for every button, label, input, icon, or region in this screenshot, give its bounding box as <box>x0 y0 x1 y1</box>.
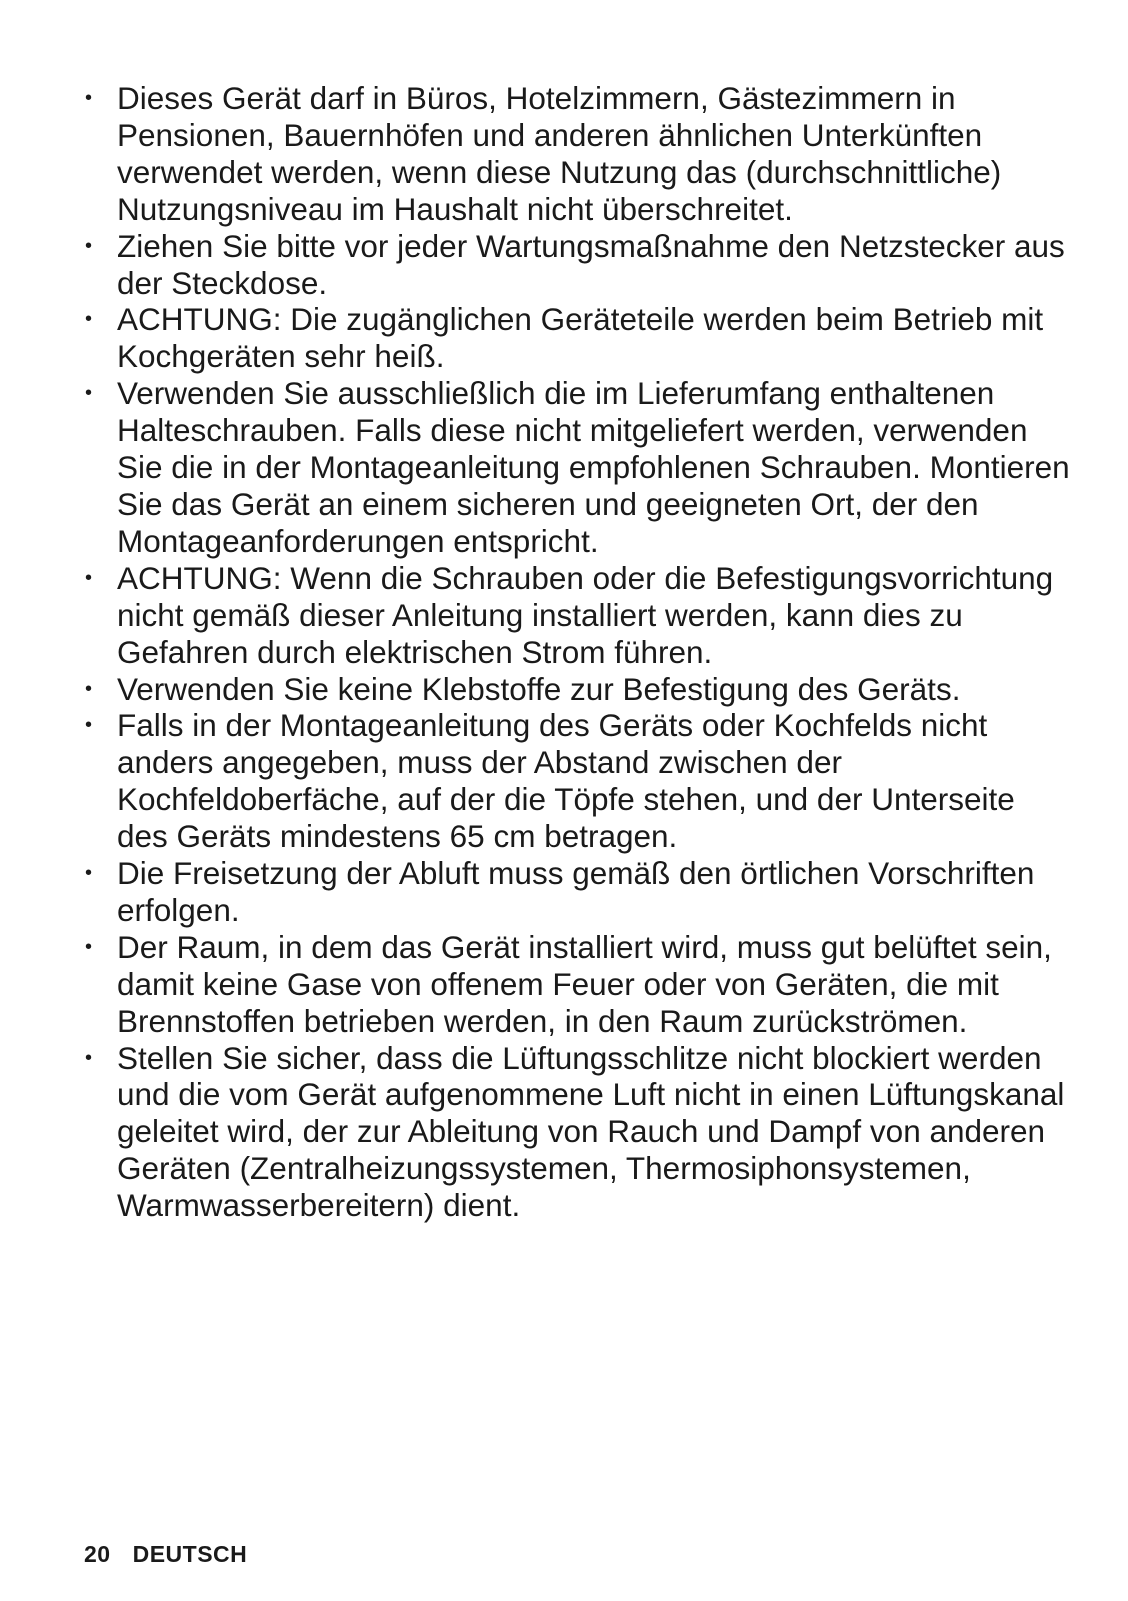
list-item-text: Stellen Sie sicher, dass die Lüftungsschlitze nicht blockiert werden und die vom Gerät aufgenommene Luft nicht in einen Lüftungskanal geleitet wird, der zur Ableitung von Rauch und Dampf von anderen Geräten (Zentralheizungssystemen, Thermosiphonsystemen, Warmwasserbereitern) dient. <box>117 1039 1065 1224</box>
list-item <box>80 375 1070 560</box>
list-item <box>80 707 1070 855</box>
language-label: DEUTSCH <box>132 1541 248 1567</box>
bullet-icon: • <box>85 862 93 885</box>
bullet-icon: • <box>85 382 93 405</box>
list-item <box>80 560 1070 671</box>
bullet-icon: • <box>85 234 93 257</box>
list-item-text: Falls in der Montageanleitung des Geräts oder Kochfelds nicht anders angegeben, muss der Abstand zwischen der Kochfeldoberfäche, auf der die Töpfe stehen, und der Unterseite des Geräts mindestens 65 cm betragen. <box>117 707 1015 855</box>
list-item <box>80 80 1070 228</box>
list-item <box>80 228 1070 302</box>
list-item <box>80 929 1070 1040</box>
list-item <box>80 855 1070 929</box>
bullet-icon: • <box>85 1046 93 1069</box>
bullet-icon: • <box>85 935 93 958</box>
bullet-icon: • <box>85 87 93 109</box>
list-item-text: Ziehen Sie bitte vor jeder Wartungsmaßnahme den Netzstecker aus der Steckdose. <box>117 227 1065 301</box>
bullet-icon: • <box>85 308 93 331</box>
bullet-icon: • <box>85 677 93 700</box>
page-number: 20 <box>84 1541 111 1567</box>
list-item <box>80 671 1070 708</box>
list-item-text: ACHTUNG: Wenn die Schrauben oder die Befestigungsvorrichtung nicht gemäß dieser Anleitung installiert werden, kann dies zu Gefahren durch elektrischen Strom führen. <box>117 559 1054 670</box>
list-item-text: Dieses Gerät darf in Büros, Hotelzimmern, Gästezimmern in Pensionen, Bauernhöfen und anderen ähnlichen Unterkünften verwendet werden, wenn diese Nutzung das (durchschnittliche) Nutzungsniveau im Haushalt nicht überschreitet. <box>117 80 1002 227</box>
bullet-icon: • <box>85 566 93 589</box>
list-item-text: Der Raum, in dem das Gerät installiert wird, muss gut belüftet sein, damit keine Gase von offenem Feuer oder von Geräten, die mit Brennstoffen betrieben werden, in den Raum zurückströmen. <box>117 928 1052 1039</box>
list-item-text: ACHTUNG: Die zugänglichen Geräteteile werden beim Betrieb mit Kochgeräten sehr heiß. <box>117 301 1044 375</box>
list-item-text: Verwenden Sie keine Klebstoffe zur Befestigung des Geräts. <box>117 670 961 707</box>
safety-instructions-list <box>80 80 1070 1224</box>
list-item-text: Die Freisetzung der Abluft muss gemäß den örtlichen Vorschriften erfolgen. <box>117 855 1035 928</box>
list-item <box>80 301 1070 375</box>
bullet-icon: • <box>85 714 93 737</box>
list-item <box>80 1040 1070 1225</box>
list-item-text: Verwenden Sie ausschließlich die im Lieferumfang enthaltenen Halteschrauben. Falls diese nicht mitgeliefert werden, verwenden Sie die in der Montageanleitung empfohlenen Schrauben. Montieren Sie das Gerät an einem sicheren und geeigneten Ort, der den Montageanforderungen entspricht. <box>117 375 1070 559</box>
page-footer <box>84 1540 247 1568</box>
